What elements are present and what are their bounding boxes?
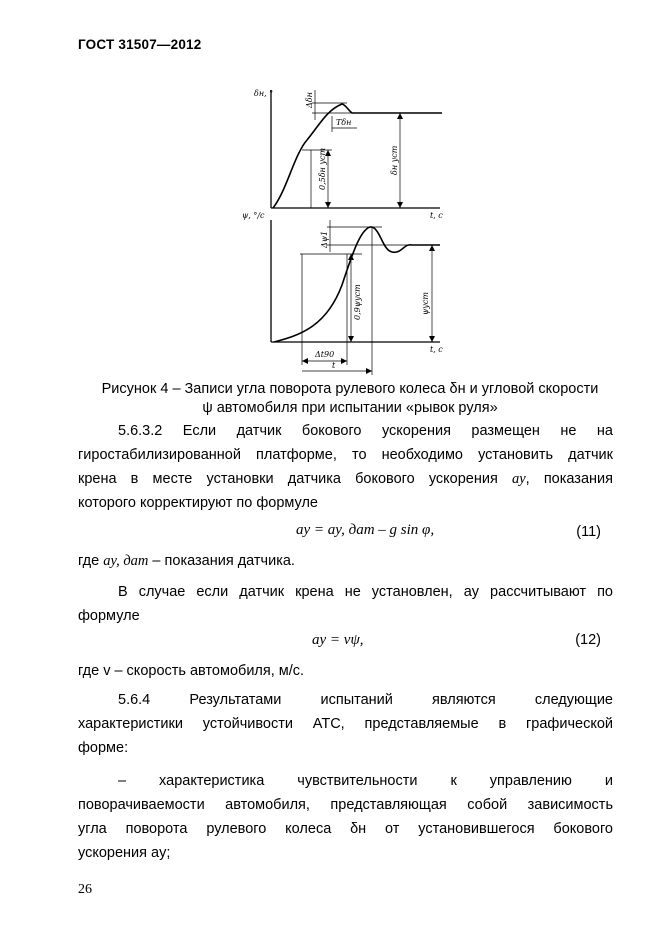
delta-overshoot-label: Δδн — [305, 92, 314, 108]
psi-set-label: ψуст — [421, 292, 430, 315]
para-2-line-2: формуле — [78, 608, 140, 624]
delta-psi-label: Δψ1 — [320, 230, 329, 248]
para-5632-line-2: гиростабилизированной платформе, то необходимо установить датчик — [78, 447, 613, 463]
page-number: 26 — [78, 882, 92, 897]
list-item-line-3: угла поворота рулевого колеса δн от установившегося бокового — [78, 821, 613, 837]
caption-line-2: ψ автомобиля при испытании «рывок руля» — [202, 400, 498, 416]
top-y-axis-label: δн, ° — [254, 89, 274, 98]
para-5632-line-4: которого корректируют по формуле — [78, 495, 318, 511]
delta-t90-label: Δt90 — [315, 350, 335, 359]
figure-caption — [60, 380, 640, 418]
para-5632-line-3: крена в месте установки датчика бокового ускорения ay, показания — [78, 471, 613, 487]
formula-11-number: (11) — [576, 524, 601, 540]
figure-4-steering-graphs — [232, 80, 462, 380]
formula-12-number: (12) — [575, 632, 601, 648]
t-mark-label: t — [332, 361, 336, 370]
list-item-line-1: – характеристика чувствительности к управлению и — [118, 773, 613, 789]
bottom-y-axis-label: ψ, °/с — [242, 211, 265, 220]
t-delta-label: Tδн — [336, 118, 352, 127]
para-2-line-1: В случае если датчик крена не установлен, ay рассчитывают по — [118, 584, 613, 600]
para-564-line-3: форме: — [78, 740, 129, 756]
delta-set-label: δн уст — [390, 145, 399, 175]
caption-line-1: Рисунок 4 – Записи угла поворота рулевого колеса δн и угловой скорости — [101, 381, 599, 397]
top-x-axis-label: t, с — [430, 211, 443, 220]
where-1: где ay, дат – показания датчика. — [78, 553, 295, 569]
top-response-curve — [273, 104, 442, 208]
formula-12: ay = vψ, — [312, 632, 364, 648]
list-item-line-4: ускорения ay; — [78, 845, 171, 861]
para-5632-line-1: 5.6.3.2 Если датчик бокового ускорения размещен не на — [118, 423, 613, 439]
where-2: где v – скорость автомобиля, м/с. — [78, 663, 305, 679]
psi-90-label: 0,9ψуст — [353, 284, 362, 320]
para-564-line-1: 5.6.4 Результатами испытаний являются следующие — [118, 692, 613, 708]
para-564-line-2: характеристики устойчивости АТС, представляемые в графической — [78, 716, 613, 732]
bottom-x-axis-label: t, с — [430, 345, 443, 354]
half-delta-label: 0,5δн уст — [318, 147, 327, 190]
list-item-line-2: поворачиваемости автомобиля, представляющая собой зависимость — [78, 797, 613, 813]
document-header: ГОСТ 31507—2012 — [78, 37, 202, 52]
figure-svg — [232, 80, 462, 380]
formula-11: ay = ay, дат – g sin φ, — [296, 522, 435, 538]
